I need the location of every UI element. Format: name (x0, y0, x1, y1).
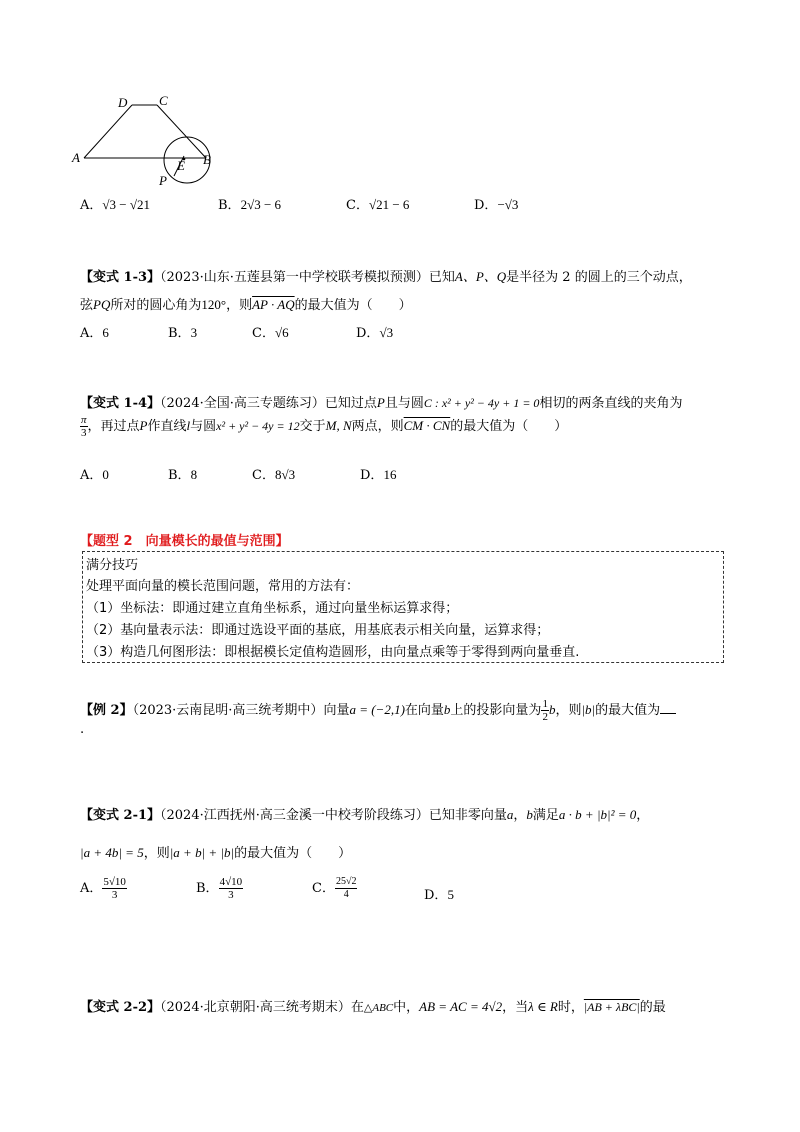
v13-choice-a (80, 322, 109, 341)
denominator: 3 (228, 889, 234, 901)
math-equation: AB = AC = 4√2 (419, 999, 503, 1014)
text: 时， (557, 1000, 584, 1015)
question-tag: 【变式 1-4】 (80, 396, 161, 411)
v21-line1 (80, 804, 649, 823)
v13-choice-d (356, 322, 393, 341)
text: ， (513, 808, 527, 823)
label-e: E (177, 158, 185, 173)
choice-a (80, 194, 150, 213)
v13-line1 (80, 266, 692, 285)
math-l: l (186, 418, 191, 433)
label-b: B (203, 152, 211, 167)
text: 相切的两条直线的夹角为 (539, 396, 683, 411)
math-condition: a · b + |b|² = 0 (558, 807, 637, 822)
tips-item: （3）构造几何图形法：即根据模长定值构造圆形，由向量点乘等于零得到两向量垂直. (86, 645, 580, 660)
numerator: π (81, 414, 87, 426)
math-p: P (139, 418, 148, 433)
denominator: 3 (111, 889, 118, 901)
math-b: b (548, 702, 556, 717)
text: 与圆 (190, 419, 217, 434)
v14-choice-c (252, 464, 295, 483)
tips-intro: 处理平面向量的模长范围问题，常用的方法有： (86, 579, 360, 594)
v13-choice-b (168, 322, 197, 341)
text: 已知非零向量 (428, 808, 507, 823)
denominator: 3 (81, 427, 87, 439)
choice-letter: A． (80, 326, 103, 341)
v14-line1 (80, 392, 682, 411)
question-source: （2023·云南昆明·高三统考期中） (132, 703, 324, 718)
question-source: （2024·江西抚州·高三金溪一中校考阶段练习） (160, 808, 429, 823)
label-c: C (159, 93, 168, 108)
choice-letter: A． (80, 881, 103, 896)
text: 所对的圆心角为 (110, 298, 202, 313)
text: ，则 (143, 846, 170, 861)
choice-letter: A． (80, 468, 103, 483)
math-condition: |a + 4b| = 5 (80, 845, 144, 860)
math-b: b (526, 807, 533, 822)
text: 向量 (323, 703, 350, 718)
text: 在向量 (404, 703, 444, 718)
text: 的最 (639, 1000, 666, 1015)
text: 的最大值为（ ） (234, 846, 352, 861)
text: ，再过点 (87, 419, 140, 434)
choice-letter: B． (196, 881, 219, 896)
choice-text: 6 (102, 325, 109, 340)
math-fraction (102, 876, 127, 901)
v21-choice-a (80, 876, 127, 901)
geometry-figure (60, 90, 230, 190)
choice-letter: A． (80, 198, 103, 213)
choice-text: 3 (190, 325, 198, 340)
text: 作直线 (147, 419, 187, 434)
segment-cb (157, 105, 206, 158)
question-source: （2024·北京朝阳·高三统考期末） (160, 1000, 351, 1015)
denominator: 4 (343, 889, 349, 900)
v14-choice-b (168, 464, 197, 483)
choice-text: √3 (379, 325, 394, 340)
segment-ad (84, 105, 132, 158)
math-abs-b: |b| (581, 702, 596, 717)
choice-letter: C． (346, 198, 369, 213)
math-fraction (335, 876, 358, 901)
v14-choice-a (80, 464, 109, 483)
text: 在 (350, 1000, 364, 1015)
choice-d (474, 194, 518, 213)
math-b: b (443, 702, 451, 717)
choice-text: 2√3 − 6 (240, 197, 282, 212)
v21-line2 (80, 842, 351, 861)
question-source: （2023·山东·五莲县第一中学校联考模拟预测） (160, 270, 429, 285)
text: 的最大值为 (595, 703, 661, 718)
choice-text: 16 (383, 467, 397, 482)
text: ，则 (226, 298, 253, 313)
label-p: P (159, 173, 167, 188)
choice-letter: C． (252, 326, 275, 341)
choice-letter: B． (168, 326, 191, 341)
choice-letter: D． (474, 198, 498, 213)
math-dot-product: CM · CN (403, 418, 451, 433)
math-fraction (80, 414, 88, 439)
choice-text: √21 − 6 (368, 197, 410, 212)
text: 交于 (299, 419, 326, 434)
text: ，则 (555, 703, 582, 718)
v13-choice-c (252, 322, 289, 341)
text: 两点，则 (351, 419, 404, 434)
choice-text: −√3 (497, 197, 519, 212)
v21-choice-b (196, 876, 243, 901)
text: 的最大值为（ ） (294, 298, 412, 313)
text: 且与圆 (384, 396, 424, 411)
choice-letter: C． (312, 881, 335, 896)
numerator: 5√10 (103, 876, 126, 888)
text: 弦 (80, 298, 94, 313)
v14-choice-d (360, 464, 396, 483)
choice-letter: B． (218, 198, 241, 213)
choice-text: 8 (190, 467, 198, 482)
text: 的最大值为（ ） (450, 419, 568, 434)
label-d: D (118, 95, 128, 110)
choice-letter: D． (360, 468, 384, 483)
choice-letter: C． (252, 468, 275, 483)
v21-choice-c (312, 876, 357, 901)
tips-item: （2）基向量表示法：即通过选设平面的基底，用基底表示相关向量，运算求得； (86, 623, 550, 638)
section-title: 【题型 2 向量模长的最值与范围】 (80, 534, 289, 549)
math-expression: |a + b| + |b| (169, 845, 235, 860)
math-mn: M, N (325, 418, 352, 433)
math-vector-a: a = (−2,1) (349, 702, 405, 717)
text: 中， (393, 1000, 420, 1015)
choice-letter: D． (356, 326, 380, 341)
v22-line1 (80, 996, 666, 1015)
math-p: P (376, 395, 385, 410)
text: ， (636, 808, 650, 823)
choice-text: 8√3 (274, 467, 296, 482)
question-source: （2024·全国·高三专题练习） (160, 396, 325, 411)
ex2-line (80, 698, 676, 723)
choice-text: √6 (274, 325, 289, 340)
text: 上的投影向量为 (450, 703, 542, 718)
math-a: a (506, 807, 514, 822)
math-fraction (219, 876, 244, 901)
choice-letter: D． (424, 888, 448, 903)
text: 已知 (428, 270, 455, 285)
ex2-period: . (80, 722, 85, 737)
choice-text: 0 (102, 467, 109, 482)
math-triangle: △ABC (363, 1002, 394, 1014)
text: 已知过点 (324, 396, 377, 411)
question-tag: 【变式 2-1】 (80, 808, 161, 823)
choice-text: √3 − √21 (102, 197, 150, 212)
v13-line2 (80, 294, 412, 313)
numerator: 4√10 (219, 876, 243, 888)
tips-heading: 满分技巧 (86, 558, 139, 573)
choice-c (346, 194, 409, 213)
text: 满足 (532, 808, 559, 823)
tips-item: （1）坐标法：即通过建立直角坐标系，通过向量坐标运算求得； (86, 601, 459, 616)
question-tag: 【变式 1-3】 (80, 270, 161, 285)
choice-text: 5 (447, 887, 454, 902)
math-points: A、P、Q (454, 269, 507, 284)
v14-line2 (80, 414, 567, 439)
numerator: 1 (542, 698, 548, 710)
question-tag: 【例 2】 (80, 703, 133, 718)
numerator: 25√2 (335, 876, 357, 887)
choice-b (218, 194, 281, 213)
choice-letter: B． (168, 468, 191, 483)
math-fraction (541, 698, 549, 723)
answer-blank (660, 712, 676, 714)
denominator: 2 (542, 711, 548, 723)
math-circle-2: x² + y² − 4y = 12 (216, 419, 300, 433)
math-circle-c: C : x² + y² − 4y + 1 = 0 (423, 396, 540, 410)
text: ，当 (502, 1000, 529, 1015)
text: 是半径为 2 的圆上的三个动点， (506, 270, 692, 285)
math-lambda: λ ∈ R (528, 999, 558, 1014)
math-pq: PQ (93, 297, 111, 312)
question-tag: 【变式 2-2】 (80, 1000, 161, 1015)
math-angle: 120° (201, 297, 227, 312)
v21-choice-d (424, 884, 454, 903)
math-dot-product: AP · AQ (252, 297, 295, 312)
math-expression: |AB + λBC| (583, 1000, 640, 1014)
label-a: A (72, 150, 80, 165)
